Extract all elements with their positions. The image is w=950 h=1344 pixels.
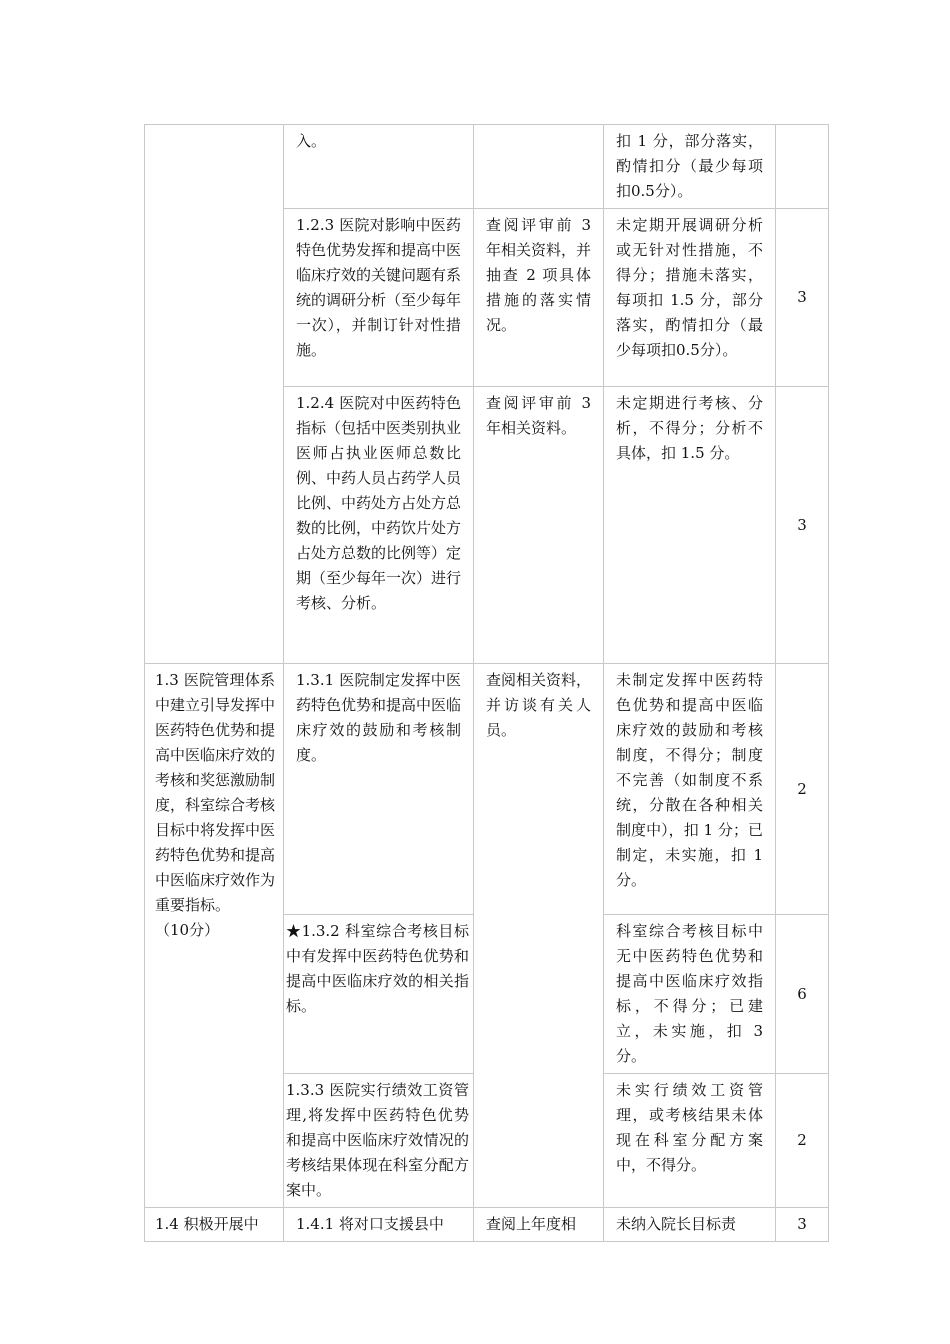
item-cell: 入。 — [284, 125, 474, 209]
score-cell: 3 — [776, 1208, 829, 1242]
item-cell: 1.3.3 医院实行绩效工资管理,将发挥中医药特色优势和提高中医临床疗效情况的考核结果体现在科室分配方案中。 — [284, 1074, 474, 1208]
standard-cell — [145, 664, 284, 1208]
criteria-cell: 未制定发挥中医药特色优势和提高中医临床疗效的鼓励和考核制度，不得分；制度不完善（如制度不系统，分散在各种相关制度中），扣 1 分；已制定，未实施，扣 1 分。 — [604, 664, 776, 915]
table-row — [145, 664, 829, 915]
item-cell: 1.2.4 医院对中医药特色指标（包括中医类别执业医师占执业医师总数比例、中药人员占药学人员比例、中药处方占处方总数的比例，中药饮片处方占处方总数的比例等）定期（至少每年一次）进行考核、分析。 — [284, 387, 474, 664]
method-cell: 查阅评审前 3 年相关资料，并抽查 2 项具体措施的落实情况。 — [474, 209, 604, 387]
score-cell: 2 — [776, 664, 829, 915]
score-cell — [776, 125, 829, 209]
score-cell: 3 — [776, 387, 829, 664]
item-cell: 1.3.1 医院制定发挥中医药特色优势和提高中医临床疗效的鼓励和考核制度。 — [284, 664, 474, 915]
criteria-cell: 未定期进行考核、分析，不得分；分析不具体，扣 1.5 分。 — [604, 387, 776, 664]
score-cell: 2 — [776, 1074, 829, 1208]
criteria-cell: 扣 1 分，部分落实，酌情扣分（最少每项扣0.5分）。 — [604, 125, 776, 209]
score-cell: 6 — [776, 915, 829, 1074]
criteria-cell: 未实行绩效工资管理，或考核结果未体现在科室分配方案中，不得分。 — [604, 1074, 776, 1208]
criteria-cell: 科室综合考核目标中无中医药特色优势和提高中医临床疗效指标，不得分；已建立，未实施，扣 3 分。 — [604, 915, 776, 1074]
method-cell: 查阅评审前 3 年相关资料。 — [474, 387, 604, 664]
item-cell: 1.2.3 医院对影响中医药特色优势发挥和提高中医临床疗效的关键问题有系统的调研分析（至少每年一次），并制订针对性措施。 — [284, 209, 474, 387]
item-cell: ★1.3.2 科室综合考核目标中有发挥中医药特色优势和提高中医临床疗效的相关指标。 — [284, 915, 474, 1074]
table-row — [145, 1208, 829, 1242]
method-cell — [474, 125, 604, 209]
standard-cell: 1.4 积极开展中 — [145, 1208, 284, 1242]
criteria-cell: 未定期开展调研分析或无针对性措施，不得分；措施未落实，每项扣 1.5 分，部分落实，酌情扣分（最少每项扣0.5分）。 — [604, 209, 776, 387]
evaluation-table — [144, 124, 829, 1242]
score-cell: 3 — [776, 209, 829, 387]
method-cell: 查阅相关资料，并访谈有关人员。 — [474, 664, 604, 1208]
method-cell: 查阅上年度相 — [474, 1208, 604, 1242]
table-row — [145, 125, 829, 209]
standard-points: （10分） — [155, 921, 220, 939]
standard-cell-empty — [145, 125, 284, 664]
criteria-cell: 未纳入院长目标责 — [604, 1208, 776, 1242]
item-cell: 1.4.1 将对口支援县中 — [284, 1208, 474, 1242]
standard-text: 1.3 医院管理体系中建立引导发挥中医药特色优势和提高中医临床疗效的考核和奖惩激励制度，科室综合考核目标中将发挥中医药特色优势和提高中医临床疗效作为重要指标。 — [155, 671, 276, 914]
